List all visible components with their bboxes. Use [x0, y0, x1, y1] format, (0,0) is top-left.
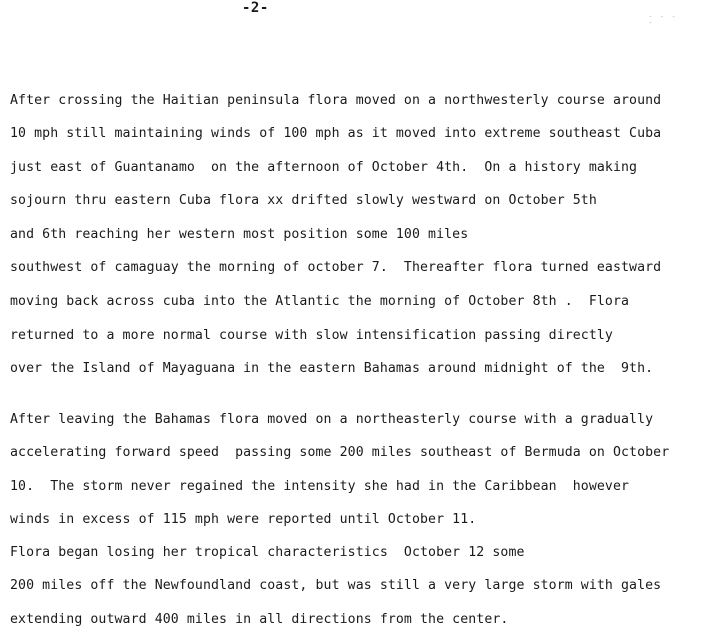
- text-line: moving back across cuba into the Atlantic the morning of October 8th . Flora: [10, 294, 630, 309]
- text-line: Flora began losing her tropical characteristics October 12 some: [10, 545, 525, 560]
- text-line: 200 miles off the Newfoundland coast, but was still a very large storm with gales: [10, 578, 662, 593]
- paper-speck: · - - -: [648, 12, 678, 27]
- page-number: -2-: [242, 0, 269, 16]
- text-line: just east of Guantanamo on the afternoon of October 4th. On a history making: [10, 160, 638, 175]
- text-line: After crossing the Haitian peninsula flora moved on a northwesterly course around: [10, 93, 662, 108]
- text-line: returned to a more normal course with slow intensification passing directly: [10, 328, 613, 343]
- text-line: winds in excess of 115 mph were reported until October 11.: [10, 512, 477, 527]
- text-line: extending outward 400 miles in all directions from the center.: [10, 612, 509, 627]
- text-line: 10. The storm never regained the intensity she had in the Caribbean however: [10, 479, 630, 494]
- text-line: sojourn thru eastern Cuba flora xx drifted slowly westward on October 5th: [10, 193, 597, 208]
- text-line: After leaving the Bahamas flora moved on a northeasterly course with a gradually: [10, 412, 654, 427]
- text-line: and 6th reaching her western most position some 100 miles: [10, 227, 469, 242]
- text-line: 10 mph still maintaining winds of 100 mph as it moved into extreme southeast Cuba: [10, 126, 662, 141]
- text-line: southwest of camaguay the morning of october 7. Thereafter flora turned eastward: [10, 260, 662, 275]
- text-line: over the Island of Mayaguana in the eastern Bahamas around midnight of the 9th.: [10, 361, 654, 376]
- text-line: accelerating forward speed passing some 200 miles southeast of Bermuda on October: [10, 445, 670, 460]
